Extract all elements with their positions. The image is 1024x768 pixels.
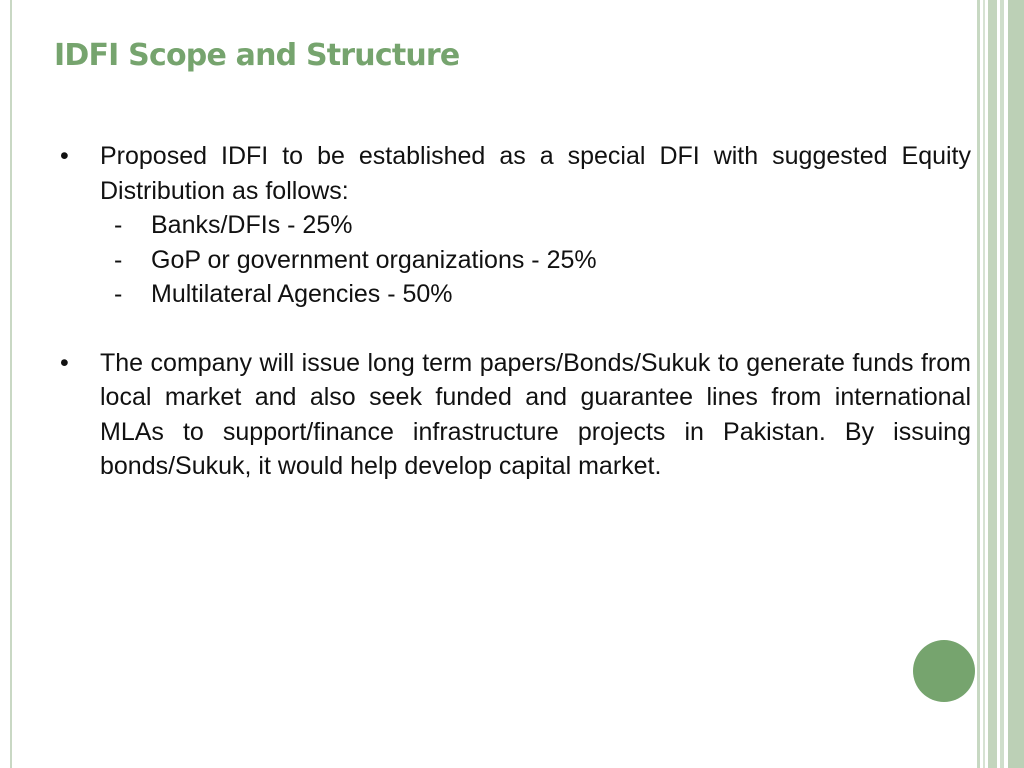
right-stripe-2	[983, 0, 985, 768]
dash-icon: -	[114, 211, 123, 239]
slide-title: IDFI Scope and Structure	[54, 38, 460, 73]
decorative-circle	[913, 640, 975, 702]
dash-icon: -	[114, 245, 123, 274]
dash-icon: -	[114, 280, 123, 308]
bullet-equity-distribution	[58, 139, 971, 312]
right-stripe-3	[988, 0, 997, 768]
bullet-bonds-sukuk	[58, 346, 971, 484]
sub-item-text: Banks/DFIs - 25%	[151, 211, 353, 239]
bullet-spacer	[58, 312, 971, 346]
sub-item-gop	[100, 243, 971, 278]
sub-item-banks	[100, 208, 971, 243]
sub-item-text: GoP or government organizations - 25%	[151, 245, 597, 274]
right-stripe-1	[977, 0, 980, 768]
right-stripe-4	[1000, 0, 1004, 768]
sub-item-multilateral	[100, 277, 971, 312]
right-stripe-5	[1008, 0, 1024, 768]
sub-item-text: Multilateral Agencies - 50%	[151, 280, 453, 308]
bullet-text: The company will issue long term papers/Bonds/Sukuk to generate funds from local market and also seek funded and guarantee lines from international MLAs to support/finance infrastructure projects in Pakistan. By issuing bonds/Sukuk, it would help develop capital market.	[100, 348, 971, 480]
bullet-dot-icon: •	[60, 348, 69, 377]
bullet-text: Proposed IDFI to be established as a special DFI with suggested Equity Distribution as follows:	[100, 142, 971, 205]
slide-body	[58, 139, 971, 484]
equity-sub-list	[100, 208, 971, 312]
bullet-dot-icon: •	[60, 142, 69, 170]
left-border-line	[10, 0, 12, 768]
